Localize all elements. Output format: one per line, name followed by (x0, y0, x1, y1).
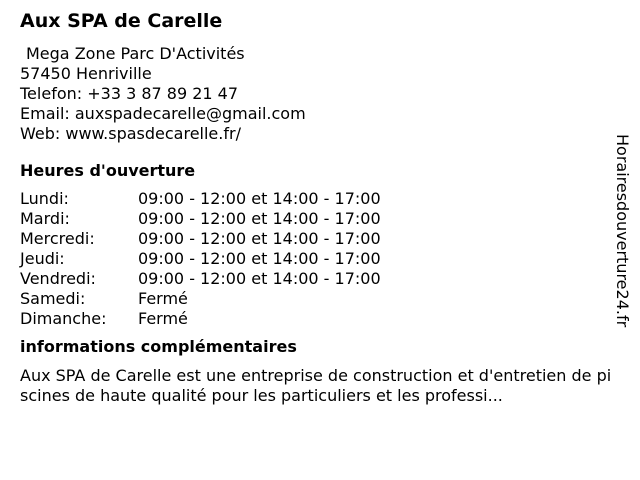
business-name: Aux SPA de Carelle (20, 10, 223, 32)
day-label: Vendredi: (20, 269, 96, 288)
day-hours: 09:00 - 12:00 et 14:00 - 17:00 (138, 189, 381, 208)
day-hours: Fermé (138, 289, 188, 308)
business-description: Aux SPA de Carelle est une entreprise de construction et d'entretien de piscines de haute qualité pour les particuliers et les professi... (20, 366, 612, 405)
day-label: Mardi: (20, 209, 70, 228)
phone-line: Telefon: +33 3 87 89 21 47 (20, 84, 239, 103)
opening-hours-table (20, 189, 381, 329)
site-watermark: Horairesdouverture24.fr (613, 134, 632, 328)
business-card (20, 8, 610, 406)
email-line: Email: auxspadecarelle@gmail.com (20, 104, 306, 123)
hours-row (20, 209, 381, 229)
day-label: Jeudi: (20, 249, 65, 268)
day-label: Lundi: (20, 189, 69, 208)
website-line: Web: www.spasdecarelle.fr/ (20, 124, 241, 143)
day-label: Samedi: (20, 289, 86, 308)
extra-info-title: informations complémentaires (20, 337, 297, 356)
address-city: 57450 Henriville (20, 64, 152, 83)
hours-row (20, 269, 381, 289)
day-hours: 09:00 - 12:00 et 14:00 - 17:00 (138, 229, 381, 248)
hours-row (20, 229, 381, 249)
hours-row (20, 309, 381, 329)
day-hours: 09:00 - 12:00 et 14:00 - 17:00 (138, 209, 381, 228)
hours-row (20, 289, 381, 309)
day-label: Mercredi: (20, 229, 95, 248)
hours-row (20, 249, 381, 269)
day-hours: Fermé (138, 309, 188, 328)
day-label: Dimanche: (20, 309, 107, 328)
hours-row (20, 189, 381, 209)
opening-hours-title: Heures d'ouverture (20, 161, 196, 180)
day-hours: 09:00 - 12:00 et 14:00 - 17:00 (138, 249, 381, 268)
address-street: Mega Zone Parc D'Activités (26, 44, 245, 63)
day-hours: 09:00 - 12:00 et 14:00 - 17:00 (138, 269, 381, 288)
